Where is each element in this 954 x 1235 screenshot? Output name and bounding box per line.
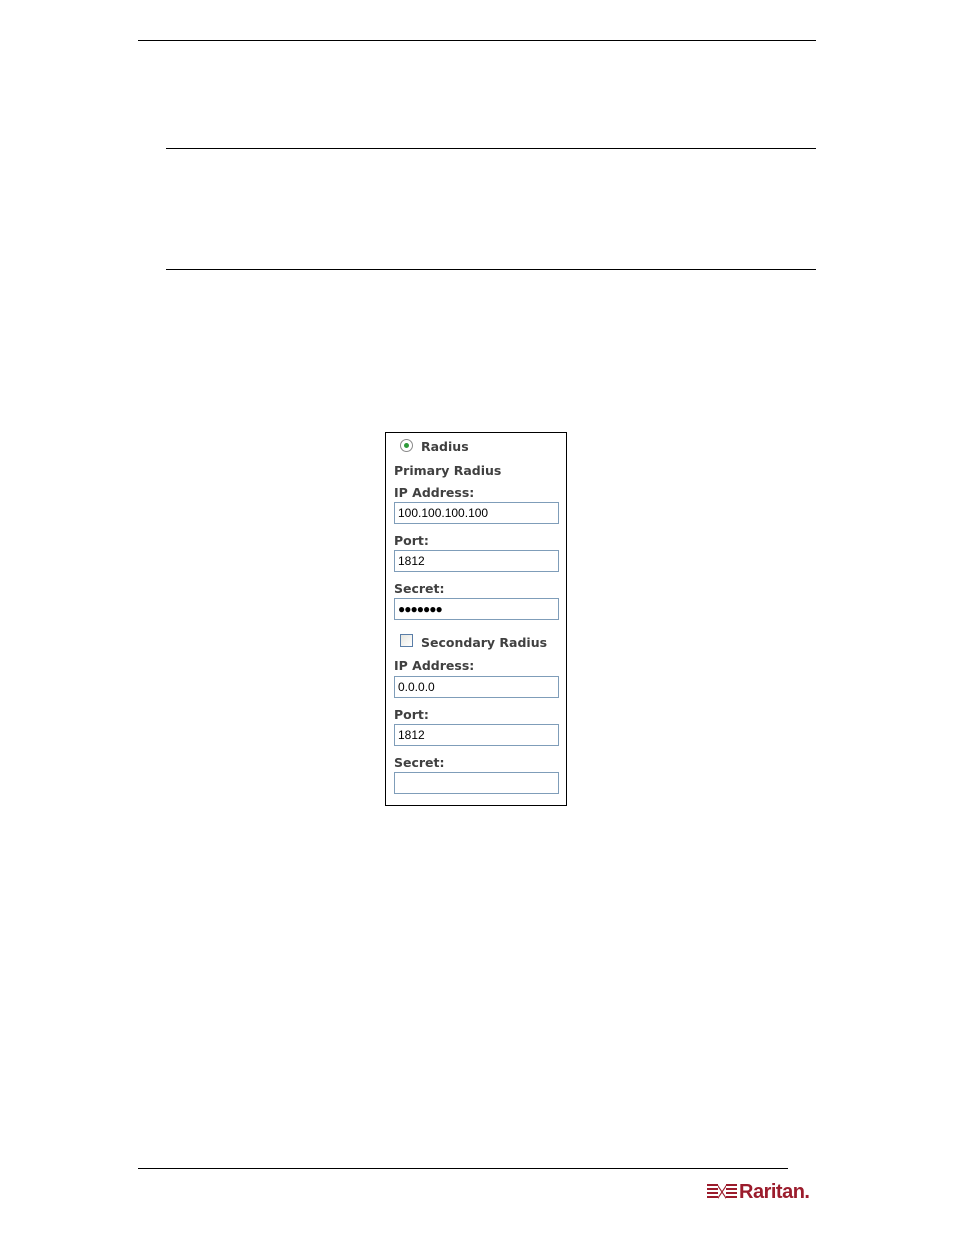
radius-radio-button[interactable] xyxy=(400,439,413,452)
raritan-logo-icon xyxy=(707,1182,737,1202)
raritan-logo-text: Raritan xyxy=(739,1181,805,1203)
radius-option-label: Radius xyxy=(421,439,469,454)
secondary-port-label: Port: xyxy=(394,707,429,722)
secondary-ip-field[interactable]: 0.0.0.0 xyxy=(394,676,559,698)
primary-port-field[interactable]: 1812 xyxy=(394,550,559,572)
secondary-ip-label: IP Address: xyxy=(394,658,475,673)
radio-selected-dot xyxy=(404,443,409,448)
primary-radius-heading: Primary Radius xyxy=(394,463,502,478)
primary-ip-label: IP Address: xyxy=(394,485,475,500)
secondary-radius-label: Secondary Radius xyxy=(421,635,548,650)
footer-rule xyxy=(138,1168,788,1169)
header-rule xyxy=(138,40,816,41)
secondary-secret-field[interactable] xyxy=(394,772,559,794)
raritan-logo xyxy=(707,1180,810,1204)
primary-secret-field[interactable]: ●●●●●●● xyxy=(394,598,559,620)
primary-ip-field[interactable]: 100.100.100.100 xyxy=(394,502,559,524)
secondary-secret-label: Secret: xyxy=(394,755,445,770)
radius-settings-panel xyxy=(385,432,567,806)
secondary-radius-checkbox[interactable] xyxy=(400,634,413,647)
primary-secret-label: Secret: xyxy=(394,581,445,596)
note-bottom-rule xyxy=(166,269,816,270)
secondary-port-field[interactable]: 1812 xyxy=(394,724,559,746)
note-top-rule xyxy=(166,148,816,149)
primary-port-label: Port: xyxy=(394,533,429,548)
logo-period: . xyxy=(804,1181,810,1203)
